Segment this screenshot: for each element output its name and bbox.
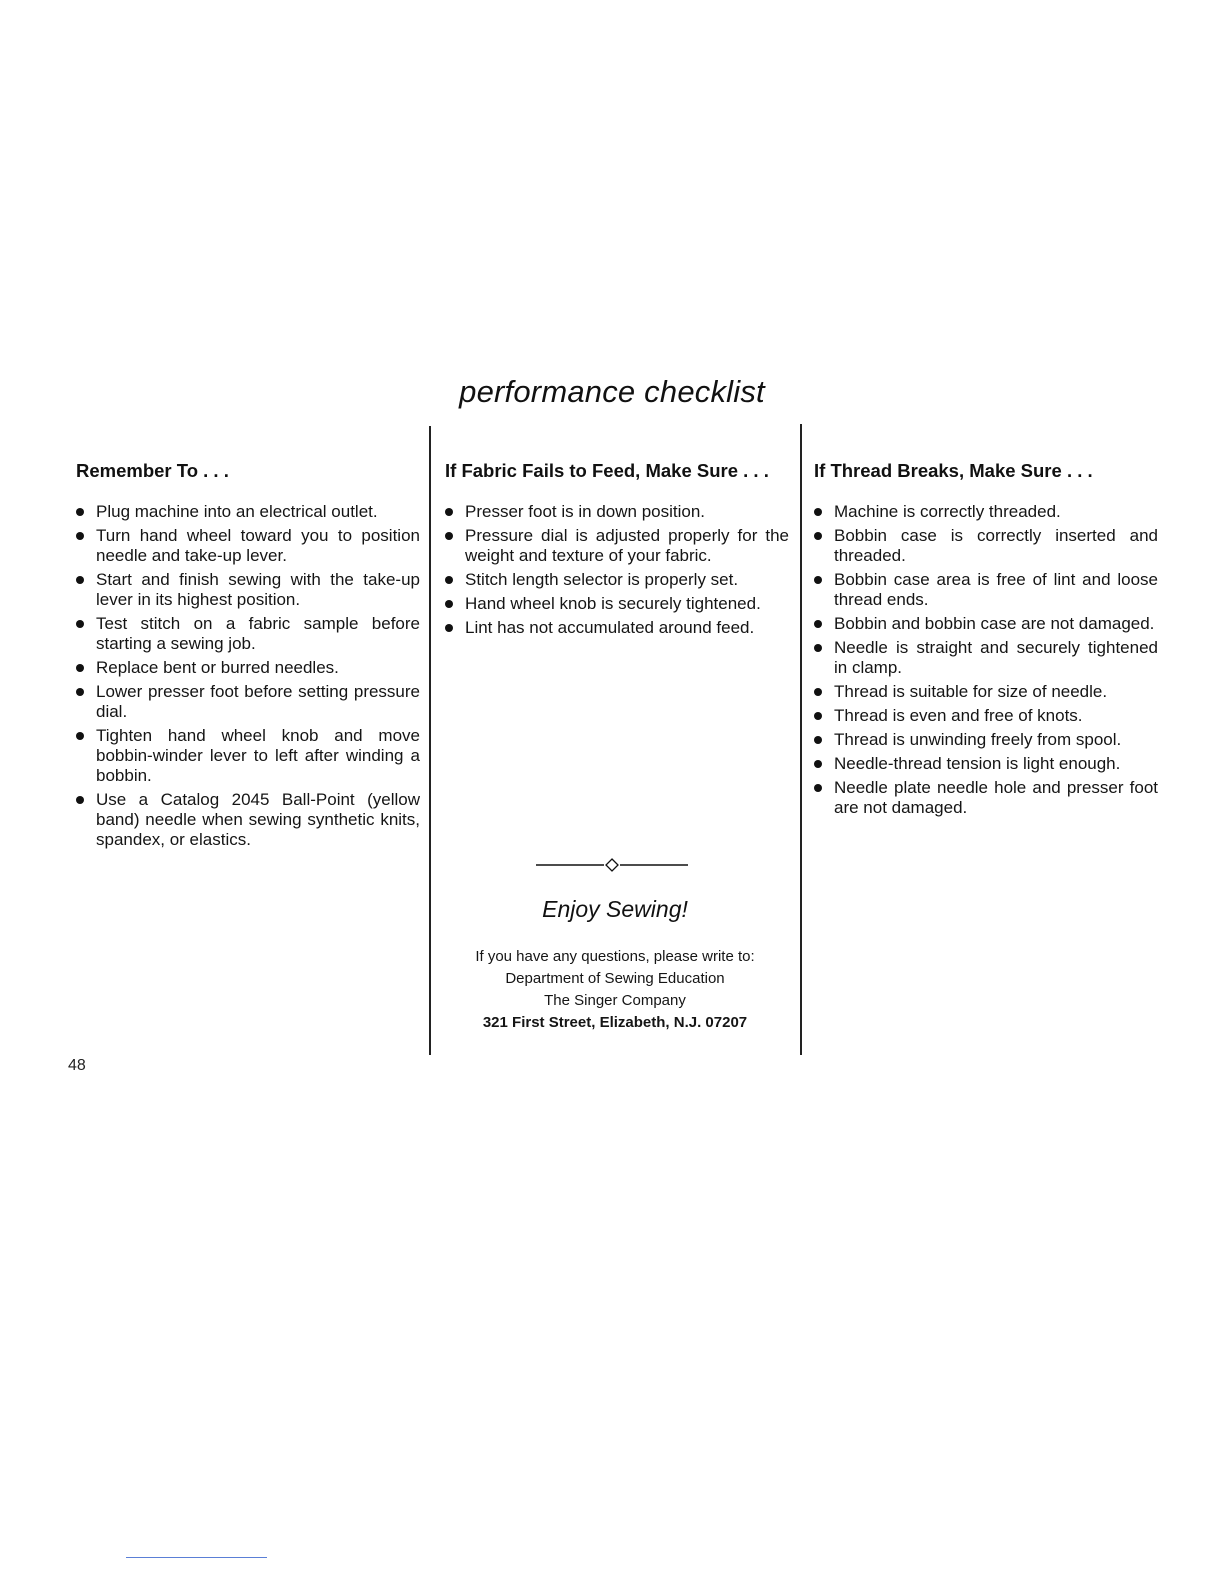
contact-company: The Singer Company	[544, 992, 686, 1009]
bullet-icon	[814, 688, 822, 696]
list-item: Needle plate needle hole and presser foot are not damaged.	[814, 778, 1158, 818]
bullet-icon	[814, 532, 822, 540]
list-item: Replace bent or burred needles.	[76, 658, 420, 678]
diamond-ornament-icon	[536, 855, 688, 875]
list-item: Hand wheel knob is securely tightened.	[445, 594, 789, 614]
contact-block	[430, 946, 800, 1034]
thread-breaks-column	[814, 460, 1158, 822]
list-item: Thread is unwinding freely from spool.	[814, 730, 1158, 750]
bullet-icon	[76, 688, 84, 696]
bullet-icon	[814, 576, 822, 584]
page-number: 48	[68, 1057, 86, 1074]
bullet-icon	[814, 620, 822, 628]
bullet-icon	[76, 508, 84, 516]
list-item: Bobbin and bobbin case are not damaged.	[814, 614, 1158, 634]
checklist	[814, 502, 1158, 818]
list-item: Bobbin case is correctly inserted and threaded.	[814, 526, 1158, 566]
bullet-icon	[76, 576, 84, 584]
checklist	[76, 502, 420, 850]
list-item: Needle is straight and securely tightened in clamp.	[814, 638, 1158, 678]
bullet-icon	[814, 736, 822, 744]
bottom-rule	[126, 1557, 267, 1558]
bullet-icon	[814, 644, 822, 652]
list-item: Presser foot is in down position.	[445, 502, 789, 522]
bullet-icon	[445, 624, 453, 632]
bullet-icon	[76, 664, 84, 672]
contact-address: 321 First Street, Elizabeth, N.J. 07207	[482, 1014, 748, 1031]
list-item: Pressure dial is adjusted properly for the weight and texture of your fabric.	[445, 526, 789, 566]
bullet-icon	[814, 712, 822, 720]
list-item: Lint has not accumulated around feed.	[445, 618, 789, 638]
list-item: Use a Catalog 2045 Ball-Point (yellow band) needle when sewing synthetic knits, spandex, or elastics.	[76, 790, 420, 850]
list-item: Thread is suitable for size of needle.	[814, 682, 1158, 702]
list-item: Start and finish sewing with the take-up lever in its highest position.	[76, 570, 420, 610]
bullet-icon	[814, 508, 822, 516]
list-item: Turn hand wheel toward you to position needle and take-up lever.	[76, 526, 420, 566]
page-title: performance checklist	[459, 374, 765, 409]
bullet-icon	[445, 508, 453, 516]
list-item: Machine is correctly threaded.	[814, 502, 1158, 522]
bullet-icon	[76, 620, 84, 628]
list-item: Bobbin case area is free of lint and loose thread ends.	[814, 570, 1158, 610]
bullet-icon	[814, 784, 822, 792]
bullet-icon	[76, 732, 84, 740]
list-item: Stitch length selector is properly set.	[445, 570, 789, 590]
checklist	[445, 502, 789, 638]
column-heading: If Fabric Fails to Feed, Make Sure . . .	[445, 460, 769, 481]
bullet-icon	[445, 576, 453, 584]
bullet-icon	[814, 760, 822, 768]
list-item: Tighten hand wheel knob and move bobbin-winder lever to left after winding a bobbin.	[76, 726, 420, 786]
bullet-icon	[445, 532, 453, 540]
remember-to-column	[76, 460, 420, 854]
fabric-feed-column	[445, 460, 789, 642]
list-item: Thread is even and free of knots.	[814, 706, 1158, 726]
contact-department: Department of Sewing Education	[505, 970, 725, 987]
column-heading: If Thread Breaks, Make Sure . . .	[814, 460, 1093, 481]
column-divider-right	[800, 424, 802, 1055]
bullet-icon	[76, 532, 84, 540]
list-item: Test stitch on a fabric sample before starting a sewing job.	[76, 614, 420, 654]
list-item: Plug machine into an electrical outlet.	[76, 502, 420, 522]
list-item: Needle-thread tension is light enough.	[814, 754, 1158, 774]
contact-intro: If you have any questions, please write to:	[475, 948, 755, 965]
bullet-icon	[76, 796, 84, 804]
bullet-icon	[445, 600, 453, 608]
column-heading: Remember To . . .	[76, 460, 229, 481]
list-item: Lower presser foot before setting pressure dial.	[76, 682, 420, 722]
enjoy-sewing-heading: Enjoy Sewing!	[542, 896, 688, 922]
